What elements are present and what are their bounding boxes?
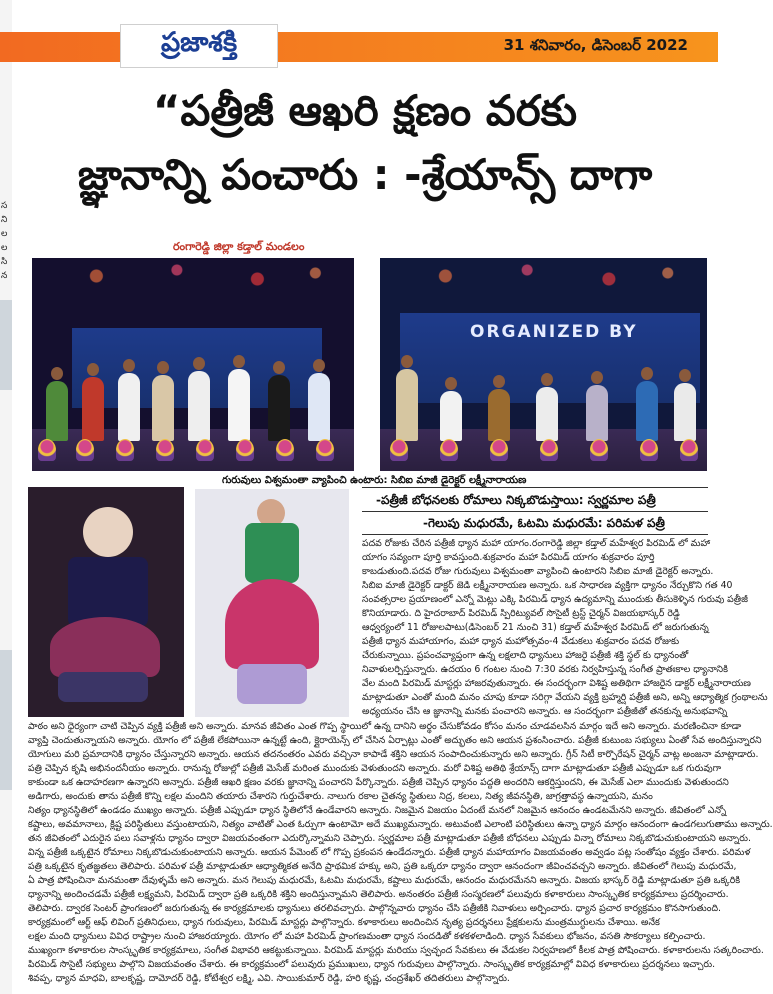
headline-line-2: జ్ఞానాన్ని పంచారు : -శ్రేయాన్స్ దాగా <box>77 150 653 199</box>
body-line: సంవత్సరాల ప్రయాణంలో ఎన్నో మెట్లు ఎక్కి పిరమిడ్ ధ్యాన ఉద్యమాన్ని ముందుకు తీసుకెళ్ళిన గురువు పత్రీజీ <box>362 594 748 605</box>
article-body-right-column <box>362 537 768 719</box>
photo-dancer-2 <box>195 489 349 717</box>
masthead <box>0 27 718 70</box>
person <box>396 369 418 441</box>
issue-date: 31 శనివారం, డిసెంబర్ 2022 <box>503 36 688 54</box>
person <box>152 375 174 441</box>
strip-fragment: న <box>1 271 8 281</box>
body-line: పత్రీజీ ధ్యాన మహాయాగం, మహా ధ్యాన మహోత్సవం-4 వేడుకలు శుక్రవారం పదవ రోజుకు <box>362 636 680 647</box>
body-line: పదవ రోజుకు చేరిన పత్రీజీ ధ్యాన మహా యాగం.రంగారెడ్డి జిల్లా కడ్తాల్ మహేశ్వర పిరమిడ్ లో మహా <box>362 538 711 549</box>
body-line: వేల మంది పిరమిడ్ మాస్టర్లు హాజరవుతున్నారు. ఈ సందర్భంగా విశిష్ట అతిథిగా హాజరైన డాక్టర్ లక్ష్మీనారాయణ <box>362 678 751 689</box>
body-line: యోగులు మరి ప్రమాదానికి ధ్యానం చేస్తున్నారని అన్నారు. ఆయన తదనంతరం ఎవరు వచ్చినా కాపాడే శక్తిని ఆయన సంపాదించుకున్నారు అని అన్నారు. గ్రీన్ సిటీ కార్పొరేషన్ చైర్మన్ వాట్ల అంజనా మాట్లాడారు. <box>28 749 759 760</box>
body-line: పత్రి చెప్పిన కృషి అభినందనీయం అన్నారు. రానున్న రోజుల్లో పత్రీజీ మెసేజ్ మరింత ముందుకు వెళుతుందని అన్నారు. మరో విశిష్ట అతిథి శ్రేయాన్స్ దాగా మాట్లాడుతూ పత్రీజీ ఎప్పుడూ ఒక గురువుగా <box>28 763 722 774</box>
person <box>440 391 462 441</box>
body-line: నివాళులర్పిస్తున్నారు. ఉదయం 6 గంటల నుంచి 7:30 వరకు నిర్వహిస్తున్న సంగీత ప్రాతఃకాల ధ్యానానికి <box>362 664 728 675</box>
body-line: లక్షల మంది ధ్యానులు వివిధ రాష్ట్రాల నుంచి హాజరయ్యారు. యోగం లో మహా పిరమిడ్ ప్రాంగణమంతా ధ్యాన సందడితో కళకళలాడింది. ధ్యాన సేవకులు భోజనం, వసతి సౌకర్యాలు కల్పించారు. <box>28 931 706 942</box>
person <box>488 389 510 441</box>
body-line: కష్టాలు, అవమానాలు, క్లిష్ట పరిస్థితులు వస్తుంటాయని, నిత్యం వాటితో ఎంత ఓర్పుగా ఉంటామో అదే ముఖ్యమన్నారు. అటువంటి ఎలాంటి పరిస్థితులు ఉన్నా ధ్యాన మార్గం ఆనందంగా ఉండగలుగుతాము అన్నారు. <box>28 819 773 830</box>
person <box>268 375 290 441</box>
body-line: అధ్యయనం చేసి ఆ జ్ఞానాన్ని మనకు పంచారని అన్నారు. ఆ సందర్భంగా పత్రీజీతో తనకున్న అనుభవాన్ని <box>362 706 728 717</box>
body-line: యాగం సవ్యంగా పూర్తి కావస్తుంది.శుక్రవారం మహా పిరమిడ్ యాగం శుక్రవారం పూర్తి <box>362 552 655 563</box>
body-line: కార్యక్రమంలో ఆర్ట్ ఆఫ్ లివింగ్ ప్రతినిధులు, ధ్యాన గురువులు, పిరమిడ్ మాస్టర్లు పాల్గొన్నారు. కళాకారులు అందించిన నృత్య ప్రదర్శనలు ప్రేక్షకులను మంత్రముగ్ధులను చేశాయి. అనేక <box>28 917 660 928</box>
body-line: తెలిపారు. ద్వారక సెంటర్ ప్రాంగణంలో జరుగుతున్న ఈ కార్యక్రమాలకు ధ్యానులు తరలివచ్చారు. పాల్గొన్నవారు ధ్యానం చేసి పత్రీజీకి నివాళులు అర్పించారు. ధ్యాన ప్రచార కార్యక్రమం కొనసాగుతుంది. <box>28 903 721 914</box>
body-line: ధ్యానాన్ని అందించడమే పత్రీజీ లక్ష్యమని, పిరమిడ్ ద్వారా ప్రతి ఒక్కరికి శక్తిని అందిస్తున్నామని తెలిపారు. అనంతరం పత్రీజీ సంస్మరణలో పలువురు కళాకారులు సాంస్కృతిక కార్యక్రమాలు ప్రదర్శించారు. <box>28 889 729 900</box>
person <box>674 383 696 441</box>
logo-box <box>120 24 278 68</box>
body-line: మాట్లాడుతూ ఎంతో మంది మనం చూపు కూడా సరిగ్గా వేయని వ్యక్తి బ్రహ్మర్షి పత్రీజీ అని, అన్ని ఆధ్యాత్మిక గ్రంథాలను <box>362 692 768 703</box>
body-line: ముఖ్యంగా కళాకారుల సాంస్కృతిక కార్యక్రమాలు, సంగీత విభావరి ఆకట్టుకున్నాయి. పిరమిడ్ మాస్టర్లు మరియు స్వచ్ఛంద సేవకులు ఈ వేడుకల నిర్వహణలో కీలక పాత్ర పోషించారు. కళాకారులను సత్కరించారు. <box>28 945 764 956</box>
body-line: సిబిఐ మాజీ డైరెక్టర్ డాక్టర్ జెడి లక్ష్మీనారాయణ అన్నారు. ఒక సాధారణ వ్యక్తిగా ధ్యానం నేర్చుకొని గత 40 <box>362 580 733 591</box>
body-line: ఆధ్వర్యంలో 11 రోజులపాటు(డిసెంబర్ 21 నుంచి 31) కడ్తాల్ మహేశ్వర పిరమిడ్ లో జరుగుతున్న <box>362 622 709 633</box>
person <box>46 381 68 441</box>
body-line: వ్యాప్తి చెందుతున్నాయని అన్నారు. యోగం లో పత్రీజీ లేకపోయినా ఉన్నట్టే ఉంది, క్లైరాయెన్స్ లో చేసిన ఏర్పాట్లు ఎంతో అద్భుతం అని ఆయన ప్రశంసించారు. పత్రీజీ కుటుంబ సభ్యులు ఏంతో సేవ అందిస్తున్నారని <box>28 735 762 746</box>
body-line: కొనియాడారు. ది హైదరాబాద్ పిరమిడ్ స్పిరిట్యువల్ సొసైటీ ట్రస్ట్ చైర్మన్ విజయభాస్కర్ రెడ్డి <box>362 608 680 619</box>
dateline: రంగారెడ్డి జిల్లా కడ్తాల్ మండలం <box>173 240 305 253</box>
body-line: ఏ పాత్ర పోషించినా మనమంతా దేవుళ్ళమే అని అన్నారు. మన గెలుపు మధురమే, ఓటమి మధురమే, కష్టాలు మధురమే, ఆనందం మధురమేనని అన్నారు. విజయ భాస్కర్ రెడ్డి మాట్లాడుతూ ప్రతి ఒక్కరికి <box>28 875 741 886</box>
subhead-1: -పత్రీజీ బోధనలకు రోమాలు నిక్కబొడుస్తాయి: స్వర్ణమాల పత్రీ <box>376 493 656 507</box>
body-line: శివప్ప, ధ్యాన మాధవి, బాలకృష్ణ, దామోదర్ రెడ్డి, కోటేశ్వర లక్ష్మి, ఎవి. సాయికుమార్ రెడ్డి, హరి కృష్ణ, చంద్రశేఖర్ తదితరులు పాల్గొన్నారు. <box>28 973 510 984</box>
strip-fragment: స <box>1 201 8 211</box>
body-line: పత్రి ఒక్కటైన కృతజ్ఞతలు తెలిపారు. పరిమళ పత్రీ మాట్లాడుతూ ఆధ్యాత్మికత అనేది ప్రాథమిక హక్కు అని, ప్రతి ఒక్కరూ ధ్యానం ద్వారా ఆనందంగా జీవించవచ్చని అన్నారు. జీవితంలో గెలుపు మధురమే, <box>28 861 737 872</box>
strip-image <box>0 300 12 390</box>
body-line: నిత్యం ధ్యానస్థితిలో ఉండడం ముఖ్యం అన్నారు. పత్రీజీ ఎప్పుడూ ధ్యాన స్థితిలోనే ఉండేవారని అన్నారు. నిజమైన విజయం ఏదంటే మనలో నిజమైన ఆనందం ఉండటమేనని అన్నారు. జీవితంలో ఎన్నో <box>28 805 727 816</box>
strip-fragment: సి <box>1 257 8 267</box>
person <box>586 385 608 441</box>
body-line: అడిగారు, అందుకు తాను పత్రీజీ కొన్ని లక్షల మందిని తయారు చేశారని గుర్తుచేశారు. నాలుగు రకాల చైతన్య స్థితులు నిద్ర, కలలు, నిత్య జీవనస్థితి, జాగ్రత్తావస్థ ఉన్నాయని, మనం <box>28 791 653 802</box>
person <box>228 369 250 441</box>
person <box>118 373 140 441</box>
photo-dancer-1 <box>28 487 184 717</box>
strip-image <box>0 650 12 790</box>
newspaper-logo: ప్రజాశక్తి <box>160 27 238 58</box>
subhead-2: -గెలుపు మధురమే, ఓటమి మధురమే: పరిమళ పత్రీ <box>423 516 665 530</box>
person <box>536 387 558 441</box>
adjacent-page-strip <box>0 0 12 994</box>
photo-stage-panel <box>380 258 707 471</box>
body-line: విన్న పత్రీజీ ఒక్కటైన రోమాలు నిక్కబొడుచుకుంటాయని అన్నారు. ఆయన పేమెంట్ లో గొప్ప ప్రకంపన ఉండేదన్నారు. పత్రీజీ ధ్యాన మహాయాగం విజయవంతం అవ్వడం పట్ల సంతోషం వ్యక్తం చేశారు. పరిమళ <box>28 847 751 858</box>
strip-fragment: ని <box>1 215 8 225</box>
strip-fragment: ల <box>1 243 8 253</box>
body-line: కాబడుతుంది.పదవ రోజు గురువులు విశ్వమంతా వ్యాపించి ఉంటారని సిబిఐ మాజీ డైరెక్టర్ అన్నారు. <box>362 566 714 577</box>
person <box>308 373 330 441</box>
body-line: తన జీవితంలో ఎదురైన పలు సవాళ్లను ధ్యానం ద్వారా విజయవంతంగా ఎదుర్కొన్నామని చెప్పారు. స్వర్ణమాల పత్రీ మాట్లాడుతూ పత్రీజీ బోధనలు ఎప్పుడు విన్నా రోమాలు నిక్కబొడుచుకుంటాయని అన్నారు. <box>28 833 751 844</box>
article-body-full-width <box>28 720 773 986</box>
body-line: కాకుండా ఒక ఉదాహరణగా ఉన్నారని అన్నారు. పత్రీజీ ఆఖరి క్షణం వరకు జ్ఞానాన్ని పంచారని పేర్కొన్నారు. పత్రీజీ చెప్పిన ధ్యానం పద్దతి అందరిని ఆకర్షిస్తుందని, ఈ మెసేజ్ ఎలా ముందుకు వెళుతుందని <box>28 777 729 788</box>
person <box>188 371 210 441</box>
headline-line-1: “పత్రీజీ ఆఖరి క్షణం వరకు <box>152 86 578 135</box>
stage-banner: ORGANIZED BY <box>470 322 638 342</box>
person <box>82 377 104 441</box>
strip-fragment: ల <box>1 229 8 239</box>
photo-caption: గురువులు విశ్వమంతా వ్యాపించి ఉంటారు: సిబిఐ మాజీ డైరెక్టర్ లక్ష్మీనారాయణ <box>222 475 527 486</box>
body-line: చేరుకున్నాయి. ప్రపంచవ్యాప్తంగా ఉన్న లక్షలాది ధ్యానులు హాజరై పత్రీజీ శక్తి స్థల్ కు ధ్యానంతో <box>362 650 689 661</box>
person <box>636 381 658 441</box>
body-line: పాఠం అని ధైర్యంగా చాటి చెప్పిన వ్యక్తి పత్రీజీ అని అన్నారు. మానవ జీవితం ఎంత గొప్ప స్థాయిలో ఉన్న దానిని అర్థం చేసుకోవడం కోసం మనం చూడవలసిన మార్గం ఇదే అని అన్నారు. మరణించినా కూడా <box>28 721 742 732</box>
photo-stage-dignitaries <box>32 258 354 471</box>
body-line: పిరమిడ్ సొసైటీ సభ్యులు పాల్గొని విజయవంతం చేశారు. ఈ కార్యక్రమంలో పలువురు ప్రముఖులు, ధ్యాన గురువులు పాల్గొన్నారు. సాంస్కృతిక కార్యక్రమాల్లో వివిధ కళాకారులు ప్రదర్శనలు ఇచ్చారు. <box>28 959 716 970</box>
